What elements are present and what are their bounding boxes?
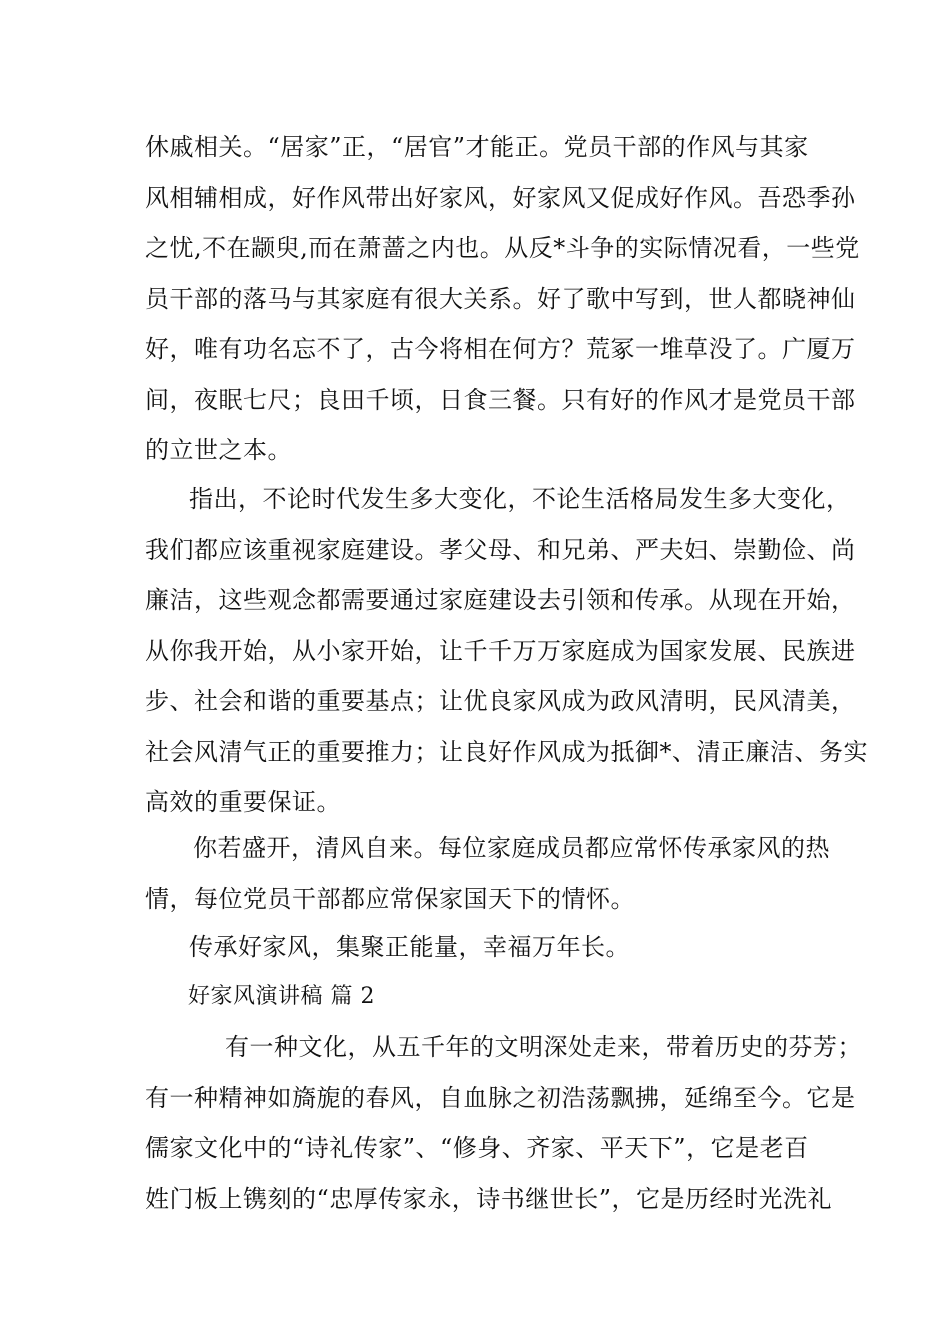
- paragraph-5: [145, 1022, 862, 1224]
- paragraph-line: 从你我开始，从小家开始，让千千万万家庭成为国家发展、民族进: [145, 636, 856, 665]
- paragraph-line: 员干部的落马与其家庭有很大关系。好了歌中写到，世人都晓神仙: [145, 284, 856, 313]
- paragraph-line: 我们都应该重视家庭建设。孝父母、和兄弟、严夫妇、崇勤俭、尚: [145, 535, 856, 564]
- paragraph-line: 指出，不论时代发生多大变化，不论生活格局发生多大变化，: [189, 485, 851, 513]
- paragraph-line: 休戚相关。“居家”正，“居官”才能正。党员干部的作风与其家: [145, 133, 809, 161]
- paragraph-2: [145, 474, 868, 828]
- paragraph-line: 姓门板上镌刻的“忠厚传家永，诗书继世长”，它是历经时光洗礼: [145, 1184, 833, 1213]
- paragraph-3: [145, 823, 830, 924]
- paragraph-line: 廉洁，这些观念都需要通过家庭建设去引领和传承。从现在开始，: [145, 586, 856, 614]
- paragraph-line: 的立世之本。: [145, 436, 292, 464]
- paragraph-line: 情，每位党员干部都应常保家国天下的情怀。: [145, 884, 635, 913]
- paragraph-line: 社会风清气正的重要推力；让良好作风成为抵御*、清正廉洁、务实: [145, 737, 868, 766]
- paragraph-line: 儒家文化中的“诗礼传家”、“修身、齐家、平天下”，它是老百: [145, 1134, 809, 1162]
- paragraph-line: 有一种文化，从五千年的文明深处走来，带着历史的芬芳；: [225, 1033, 862, 1061]
- paragraph-line: 高效的重要保证。: [145, 788, 341, 816]
- paragraph-line: 之忧,不在颛臾,而在萧蔷之内也。从反*斗争的实际情况看，一些党: [145, 234, 860, 262]
- paragraph-line: 传承好家风，集聚正能量，幸福万年长。: [189, 933, 630, 961]
- paragraph-line: 间，夜眠七尺；良田千顷，日食三餐。只有好的作风才是党员干部: [145, 385, 856, 414]
- paragraph-1: [145, 122, 860, 476]
- section-heading: [188, 972, 858, 1023]
- paragraph-line: 有一种精神如旖旎的春风，自血脉之初浩荡飘拂，延绵至今。它是: [145, 1083, 856, 1112]
- heading-line: 好家风演讲稿 篇 2: [188, 984, 375, 1009]
- paragraph-line: 好，唯有功名忘不了，古今将相在何方？荒冢一堆草没了。广厦万: [145, 335, 856, 363]
- paragraph-line: 风相辅相成，好作风带出好家风，好家风又促成好作风。吾恐季孙: [145, 183, 856, 212]
- paragraph-line: 步、社会和谐的重要基点；让优良家风成为政风清明，民风清美，: [145, 687, 856, 715]
- paragraph-4: [145, 922, 815, 973]
- paragraph-line: 你若盛开，清风自来。每位家庭成员都应常怀传承家风的热: [193, 834, 830, 862]
